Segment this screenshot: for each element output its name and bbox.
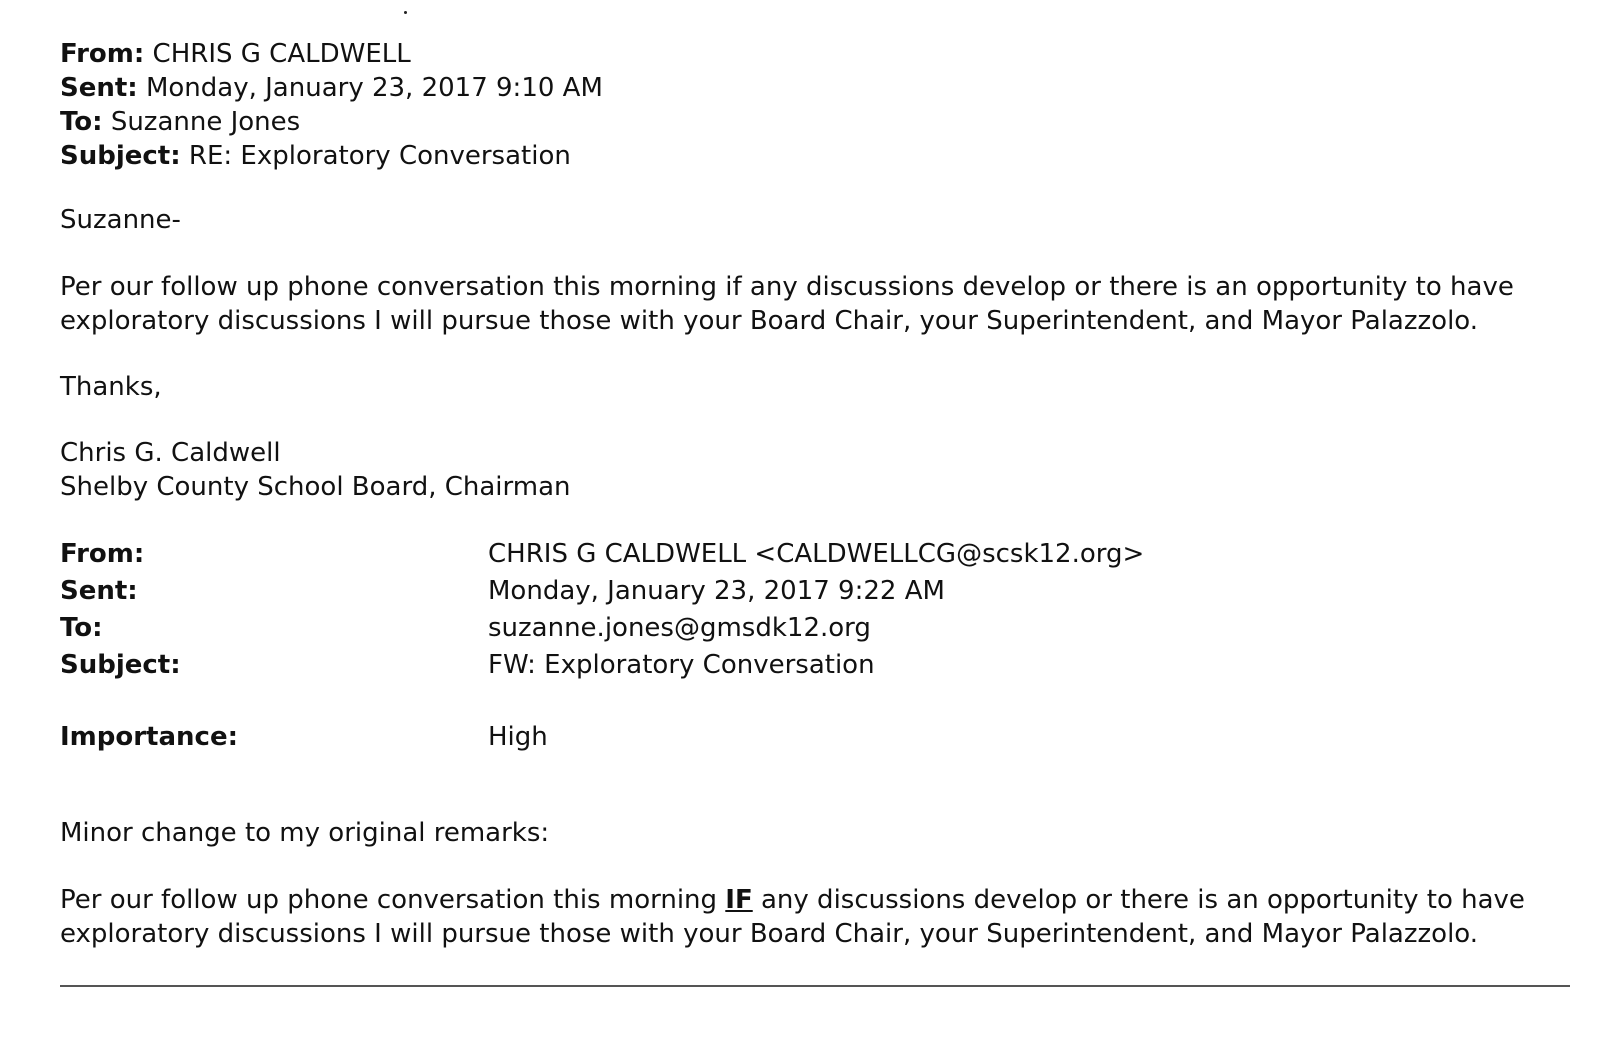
reply-header <box>60 37 603 173</box>
reply-body-line: Per our follow up phone conversation this morning if any discussions develop or there is an opportunity to have <box>60 272 1514 302</box>
signature-name: Chris G. Caldwell <box>60 438 281 468</box>
reply-sent-row <box>60 71 603 105</box>
body-text: any discussions develop or there is an opportunity to have <box>752 885 1525 915</box>
original-body <box>60 883 1525 951</box>
original-header <box>60 537 1260 757</box>
emphasized-if: IF <box>725 885 753 915</box>
from-value: CHRIS G CALDWELL <CALDWELLCG@scsk12.org> <box>488 539 1145 569</box>
signature-title: Shelby County School Board, Chairman <box>60 472 571 502</box>
subject-value: FW: Exploratory Conversation <box>488 650 875 680</box>
to-value: suzanne.jones@gmsdk12.org <box>488 613 871 643</box>
reply-body-line: exploratory discussions I will pursue those with your Board Chair, your Superintendent, and Mayor Palazzolo. <box>60 306 1479 336</box>
original-body-line: exploratory discussions I will pursue those with your Board Chair, your Superintendent, and Mayor Palazzolo. <box>60 919 1479 949</box>
importance-value: High <box>488 722 548 752</box>
to-label: To: <box>60 107 103 137</box>
bottom-divider <box>60 985 1570 987</box>
reply-body <box>60 270 1514 338</box>
from-label: From: <box>60 39 145 69</box>
to-label: To: <box>60 613 103 643</box>
reply-closing: Thanks, <box>60 372 162 402</box>
sent-label: Sent: <box>60 73 138 103</box>
original-importance-row <box>60 720 1260 757</box>
importance-label: Importance: <box>60 722 238 752</box>
reply-greeting: Suzanne- <box>60 205 181 235</box>
original-from-row <box>60 537 1260 574</box>
original-intro: Minor change to my original remarks: <box>60 818 550 848</box>
reply-to-row <box>60 105 603 139</box>
reply-subject-row <box>60 139 603 173</box>
from-label: From: <box>60 539 145 569</box>
original-body-line <box>60 883 1525 917</box>
reply-from-row <box>60 37 603 71</box>
from-value: CHRIS G CALDWELL <box>152 39 411 69</box>
original-sent-row <box>60 574 1260 611</box>
subject-label: Subject: <box>60 650 181 680</box>
sent-value: Monday, January 23, 2017 9:10 AM <box>145 73 603 103</box>
header-spacer <box>60 685 1260 720</box>
signature <box>60 436 571 504</box>
sent-value: Monday, January 23, 2017 9:22 AM <box>488 576 945 606</box>
original-subject-row <box>60 648 1260 685</box>
to-value: Suzanne Jones <box>110 107 301 137</box>
sent-label: Sent: <box>60 576 138 606</box>
body-text: Per our follow up phone conversation this morning <box>60 885 726 915</box>
subject-label: Subject: <box>60 141 181 171</box>
scan-speck <box>404 11 407 14</box>
subject-value: RE: Exploratory Conversation <box>188 141 571 171</box>
original-to-row <box>60 611 1260 648</box>
